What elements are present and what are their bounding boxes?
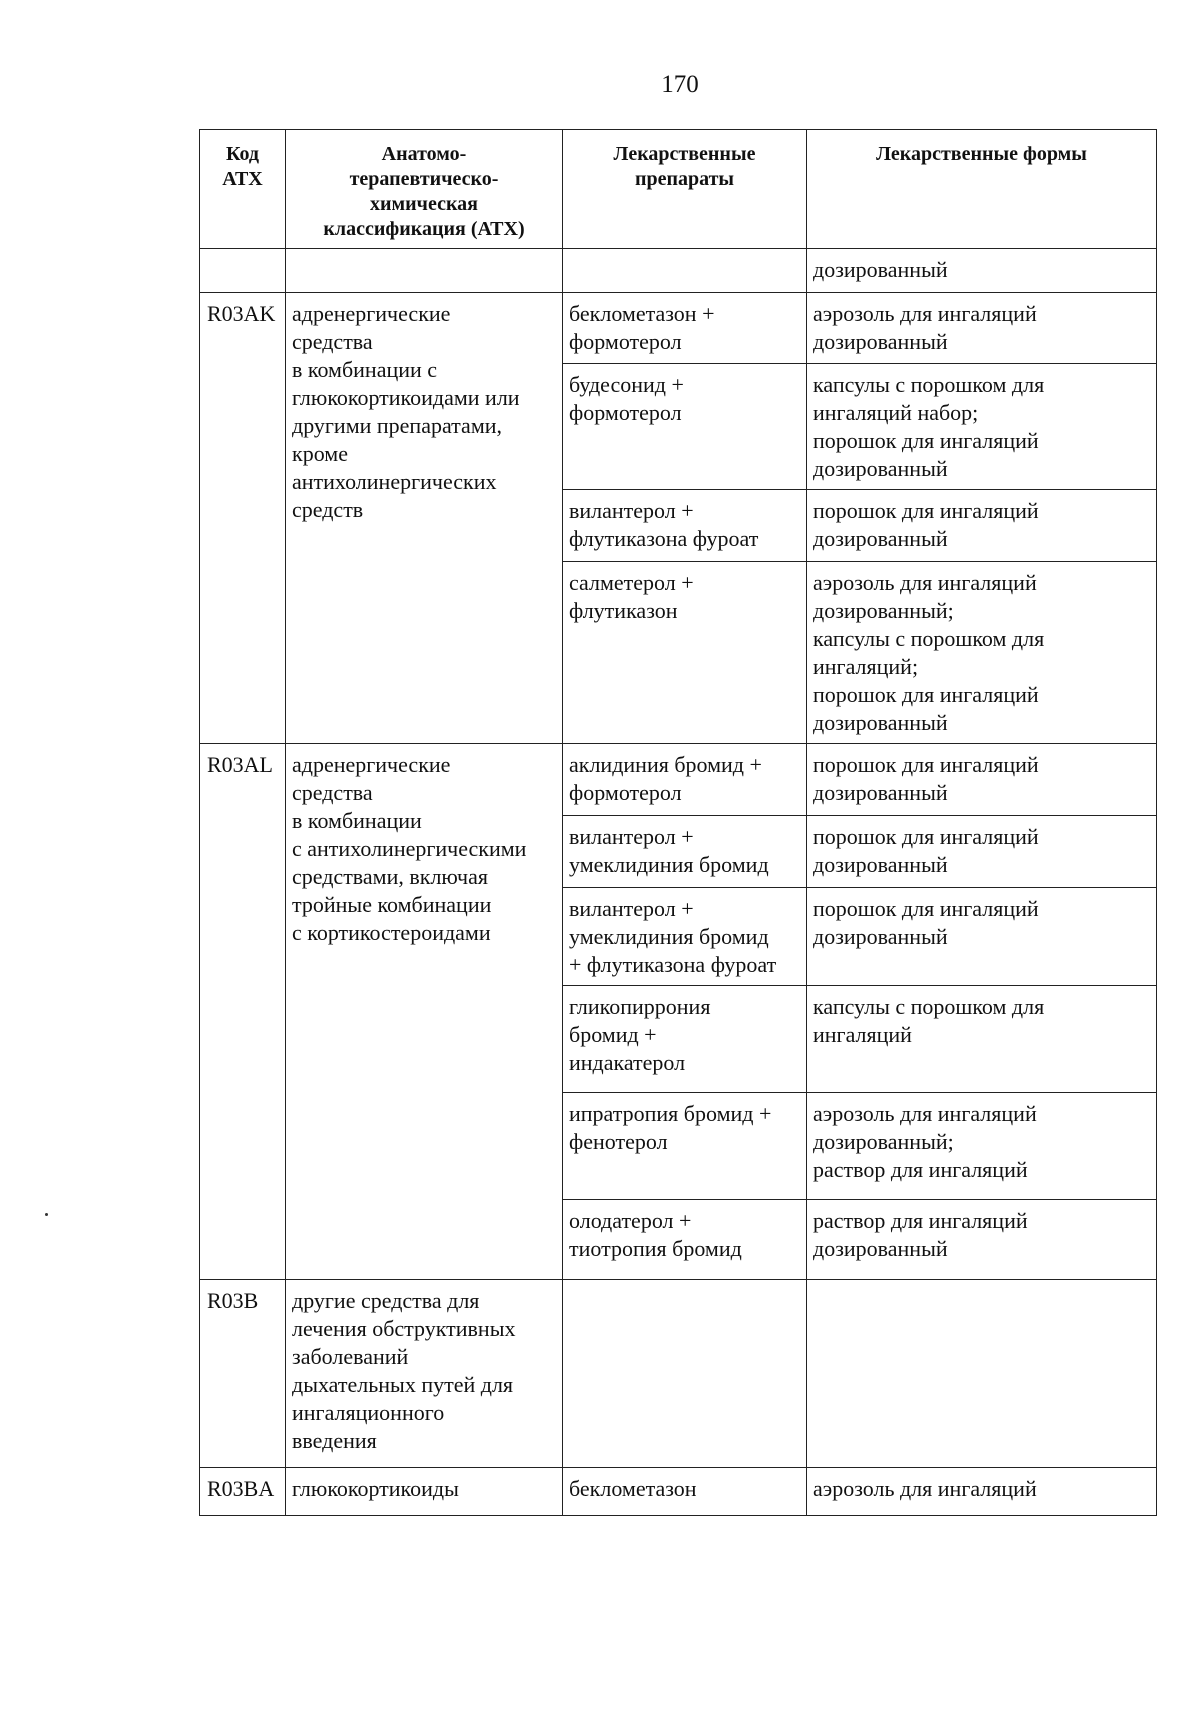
table-row [200, 249, 1157, 293]
cell-drug: ипратропия бромид + фенотерол [563, 1093, 807, 1200]
header-code: Код АТХ [200, 130, 286, 249]
cell-drug: вилантерол + умеклидиния бромид [563, 816, 807, 888]
cell-drug: беклометазон + формотерол [563, 293, 807, 364]
cell-form: аэрозоль для ингаляций дозированный [807, 293, 1157, 364]
table-row [200, 293, 1157, 364]
cell-form: аэрозоль для ингаляций [807, 1468, 1157, 1516]
cell-drug: беклометазон [563, 1468, 807, 1516]
cell-classification: глюкокортикоиды [286, 1468, 563, 1516]
header-classification: Анатомо- терапевтическо- химическая классификация (АТХ) [286, 130, 563, 249]
page-number: 170 [661, 71, 699, 98]
table-row [200, 1280, 1157, 1468]
cell-code: R03BA [200, 1468, 286, 1516]
cell-drug: будесонид + формотерол [563, 364, 807, 490]
cell-form: капсулы с порошком для ингаляций [807, 986, 1157, 1093]
cell-classification: адренергические средства в комбинации с глюкокортикоидами или другими препаратами, кроме антихолинергических средств [286, 293, 563, 744]
cell-code: R03AK [200, 293, 286, 744]
cell-form: порошок для ингаляций дозированный [807, 490, 1157, 562]
cell-drug: вилантерол + флутиказона фуроат [563, 490, 807, 562]
cell-drug [563, 1280, 807, 1468]
cell-form: дозированный [807, 249, 1157, 293]
cell-code: R03AL [200, 744, 286, 1280]
cell-drug [563, 249, 807, 293]
header-forms: Лекарственные формы [807, 130, 1157, 249]
cell-drug: аклидиния бромид + формотерол [563, 744, 807, 816]
cell-classification: другие средства для лечения обструктивных заболеваний дыхательных путей для ингаляционного введения [286, 1280, 563, 1468]
atx-table [199, 129, 1157, 1516]
header-drugs: Лекарственные препараты [563, 130, 807, 249]
cell-form [807, 1280, 1157, 1468]
cell-drug: олодатерол + тиотропия бромид [563, 1200, 807, 1280]
table-row [200, 1468, 1157, 1516]
cell-form: порошок для ингаляций дозированный [807, 744, 1157, 816]
cell-classification: адренергические средства в комбинации с антихолинергическими средствами, включая тройные комбинации с кортикостероидами [286, 744, 563, 1280]
table-row [200, 744, 1157, 816]
cell-form: аэрозоль для ингаляций дозированный; капсулы с порошком для ингаляций; порошок для ингаляций дозированный [807, 562, 1157, 744]
cell-code [200, 249, 286, 293]
cell-form: раствор для ингаляций дозированный [807, 1200, 1157, 1280]
table-header [200, 130, 1157, 249]
cell-drug: салметерол + флутиказон [563, 562, 807, 744]
cell-form: порошок для ингаляций дозированный [807, 888, 1157, 986]
cell-drug: гликопиррония бромид + индакатерол [563, 986, 807, 1093]
scan-artifact-dot [45, 1213, 48, 1216]
cell-code: R03B [200, 1280, 286, 1468]
cell-classification [286, 249, 563, 293]
cell-drug: вилантерол + умеклидиния бромид + флутиказона фуроат [563, 888, 807, 986]
cell-form: порошок для ингаляций дозированный [807, 816, 1157, 888]
cell-form: аэрозоль для ингаляций дозированный; раствор для ингаляций [807, 1093, 1157, 1200]
cell-form: капсулы с порошком для ингаляций набор; порошок для ингаляций дозированный [807, 364, 1157, 490]
